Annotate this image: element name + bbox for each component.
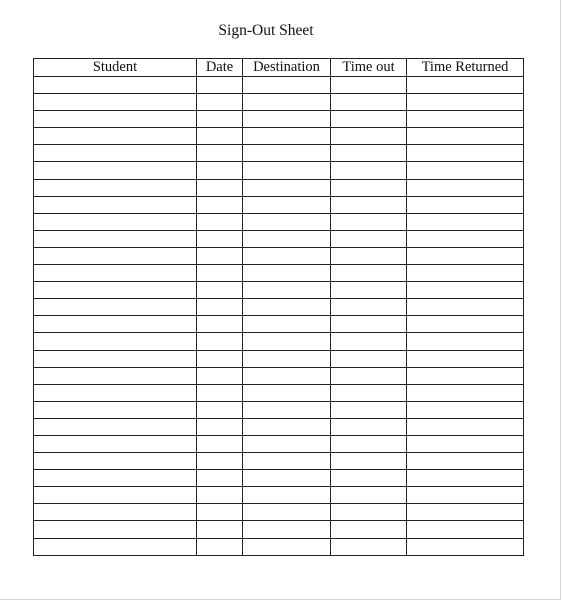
time-returned-cell[interactable]: [407, 316, 524, 333]
table-row: [34, 487, 524, 504]
date-cell[interactable]: [197, 179, 243, 196]
time-returned-cell[interactable]: [407, 77, 524, 94]
date-cell[interactable]: [197, 504, 243, 521]
time-out-cell[interactable]: [331, 179, 407, 196]
time-out-cell[interactable]: [331, 282, 407, 299]
time-out-cell[interactable]: [331, 162, 407, 179]
student-cell[interactable]: [34, 538, 197, 555]
student-cell[interactable]: [34, 265, 197, 282]
destination-cell[interactable]: [243, 94, 331, 111]
table-row: [34, 384, 524, 401]
student-cell[interactable]: [34, 77, 197, 94]
time-returned-cell[interactable]: [407, 230, 524, 247]
destination-cell[interactable]: [243, 418, 331, 435]
date-cell[interactable]: [197, 196, 243, 213]
time-returned-cell[interactable]: [407, 179, 524, 196]
date-cell[interactable]: [197, 350, 243, 367]
table-row: [34, 145, 524, 162]
destination-cell[interactable]: [243, 247, 331, 264]
time-returned-cell[interactable]: [407, 265, 524, 282]
time-out-cell[interactable]: [331, 333, 407, 350]
column-header-time-returned: Time Returned: [407, 59, 524, 77]
table-row: [34, 162, 524, 179]
time-out-cell[interactable]: [331, 145, 407, 162]
table-row: [34, 299, 524, 316]
destination-cell[interactable]: [243, 111, 331, 128]
time-out-cell[interactable]: [331, 94, 407, 111]
destination-cell[interactable]: [243, 435, 331, 452]
table-row: [34, 333, 524, 350]
table-row: [34, 247, 524, 264]
time-returned-cell[interactable]: [407, 367, 524, 384]
time-returned-cell[interactable]: [407, 401, 524, 418]
destination-cell[interactable]: [243, 367, 331, 384]
column-header-destination: Destination: [243, 59, 331, 77]
time-returned-cell[interactable]: [407, 538, 524, 555]
date-cell[interactable]: [197, 435, 243, 452]
time-out-cell[interactable]: [331, 213, 407, 230]
time-out-cell[interactable]: [331, 504, 407, 521]
time-returned-cell[interactable]: [407, 213, 524, 230]
time-returned-cell[interactable]: [407, 111, 524, 128]
date-cell[interactable]: [197, 299, 243, 316]
destination-cell[interactable]: [243, 333, 331, 350]
student-cell[interactable]: [34, 145, 197, 162]
student-cell[interactable]: [34, 504, 197, 521]
table-row: [34, 521, 524, 538]
table-row: [34, 265, 524, 282]
table-row: [34, 282, 524, 299]
date-cell[interactable]: [197, 282, 243, 299]
date-cell[interactable]: [197, 230, 243, 247]
student-cell[interactable]: [34, 521, 197, 538]
time-returned-cell[interactable]: [407, 145, 524, 162]
date-cell[interactable]: [197, 145, 243, 162]
table-row: [34, 230, 524, 247]
time-out-cell[interactable]: [331, 435, 407, 452]
student-cell[interactable]: [34, 453, 197, 470]
student-cell[interactable]: [34, 487, 197, 504]
destination-cell[interactable]: [243, 299, 331, 316]
sheet-title: Sign-Out Sheet: [218, 22, 314, 39]
time-out-cell[interactable]: [331, 316, 407, 333]
time-returned-cell[interactable]: [407, 418, 524, 435]
destination-cell[interactable]: [243, 282, 331, 299]
table-row: [34, 538, 524, 555]
time-returned-cell[interactable]: [407, 196, 524, 213]
time-out-cell[interactable]: [331, 196, 407, 213]
time-returned-cell[interactable]: [407, 247, 524, 264]
time-out-cell[interactable]: [331, 265, 407, 282]
student-cell[interactable]: [34, 94, 197, 111]
table-row: [34, 213, 524, 230]
signout-table: [33, 58, 524, 556]
destination-cell[interactable]: [243, 128, 331, 145]
time-out-cell[interactable]: [331, 111, 407, 128]
student-cell[interactable]: [34, 418, 197, 435]
time-out-cell[interactable]: [331, 367, 407, 384]
time-out-cell[interactable]: [331, 247, 407, 264]
date-cell[interactable]: [197, 316, 243, 333]
time-out-cell[interactable]: [331, 401, 407, 418]
destination-cell[interactable]: [243, 350, 331, 367]
time-out-cell[interactable]: [331, 521, 407, 538]
column-header-student: Student: [34, 59, 197, 77]
date-cell[interactable]: [197, 213, 243, 230]
table-row: [34, 196, 524, 213]
time-out-cell[interactable]: [331, 384, 407, 401]
time-returned-cell[interactable]: [407, 384, 524, 401]
date-cell[interactable]: [197, 111, 243, 128]
student-cell[interactable]: [34, 350, 197, 367]
date-cell[interactable]: [197, 333, 243, 350]
table-row: [34, 94, 524, 111]
date-cell[interactable]: [197, 384, 243, 401]
table-row: [34, 435, 524, 452]
student-cell[interactable]: [34, 384, 197, 401]
destination-cell[interactable]: [243, 401, 331, 418]
time-out-cell[interactable]: [331, 418, 407, 435]
date-cell[interactable]: [197, 247, 243, 264]
destination-cell[interactable]: [243, 145, 331, 162]
student-cell[interactable]: [34, 282, 197, 299]
destination-cell[interactable]: [243, 453, 331, 470]
date-cell[interactable]: [197, 453, 243, 470]
time-out-cell[interactable]: [331, 230, 407, 247]
time-returned-cell[interactable]: [407, 453, 524, 470]
table-row: [34, 504, 524, 521]
column-header-date: Date: [197, 59, 243, 77]
student-cell[interactable]: [34, 230, 197, 247]
student-cell[interactable]: [34, 162, 197, 179]
destination-cell[interactable]: [243, 384, 331, 401]
column-header-time-out: Time out: [331, 59, 407, 77]
time-returned-cell[interactable]: [407, 521, 524, 538]
time-returned-cell[interactable]: [407, 504, 524, 521]
table-row: [34, 128, 524, 145]
signout-table-body: [34, 77, 524, 556]
date-cell[interactable]: [197, 367, 243, 384]
time-returned-cell[interactable]: [407, 128, 524, 145]
destination-cell[interactable]: [243, 316, 331, 333]
student-cell[interactable]: [34, 128, 197, 145]
destination-cell[interactable]: [243, 213, 331, 230]
student-cell[interactable]: [34, 435, 197, 452]
destination-cell[interactable]: [243, 487, 331, 504]
destination-cell[interactable]: [243, 470, 331, 487]
time-returned-cell[interactable]: [407, 435, 524, 452]
student-cell[interactable]: [34, 299, 197, 316]
destination-cell[interactable]: [243, 230, 331, 247]
time-returned-cell[interactable]: [407, 333, 524, 350]
table-row: [34, 316, 524, 333]
date-cell[interactable]: [197, 77, 243, 94]
destination-cell[interactable]: [243, 196, 331, 213]
table-row: [34, 367, 524, 384]
destination-cell[interactable]: [243, 538, 331, 555]
destination-cell[interactable]: [243, 265, 331, 282]
table-row: [34, 453, 524, 470]
date-cell[interactable]: [197, 94, 243, 111]
time-returned-cell[interactable]: [407, 162, 524, 179]
time-returned-cell[interactable]: [407, 350, 524, 367]
table-row: [34, 111, 524, 128]
time-out-cell[interactable]: [331, 487, 407, 504]
time-returned-cell[interactable]: [407, 487, 524, 504]
student-cell[interactable]: [34, 196, 197, 213]
table-row: [34, 179, 524, 196]
table-row: [34, 418, 524, 435]
time-out-cell[interactable]: [331, 453, 407, 470]
student-cell[interactable]: [34, 247, 197, 264]
time-returned-cell[interactable]: [407, 94, 524, 111]
student-cell[interactable]: [34, 401, 197, 418]
destination-cell[interactable]: [243, 162, 331, 179]
time-out-cell[interactable]: [331, 538, 407, 555]
time-out-cell[interactable]: [331, 350, 407, 367]
date-cell[interactable]: [197, 418, 243, 435]
table-row: [34, 350, 524, 367]
student-cell[interactable]: [34, 213, 197, 230]
date-cell[interactable]: [197, 401, 243, 418]
student-cell[interactable]: [34, 333, 197, 350]
date-cell[interactable]: [197, 128, 243, 145]
table-row: [34, 401, 524, 418]
date-cell[interactable]: [197, 538, 243, 555]
student-cell[interactable]: [34, 367, 197, 384]
date-cell[interactable]: [197, 470, 243, 487]
destination-cell[interactable]: [243, 77, 331, 94]
table-row: [34, 77, 524, 94]
time-returned-cell[interactable]: [407, 299, 524, 316]
student-cell[interactable]: [34, 111, 197, 128]
header-row: [34, 59, 524, 77]
time-returned-cell[interactable]: [407, 282, 524, 299]
time-out-cell[interactable]: [331, 77, 407, 94]
date-cell[interactable]: [197, 162, 243, 179]
time-out-cell[interactable]: [331, 470, 407, 487]
student-cell[interactable]: [34, 316, 197, 333]
student-cell[interactable]: [34, 470, 197, 487]
destination-cell[interactable]: [243, 521, 331, 538]
destination-cell[interactable]: [243, 504, 331, 521]
student-cell[interactable]: [34, 179, 197, 196]
destination-cell[interactable]: [243, 179, 331, 196]
date-cell[interactable]: [197, 521, 243, 538]
date-cell[interactable]: [197, 487, 243, 504]
table-row: [34, 470, 524, 487]
time-returned-cell[interactable]: [407, 470, 524, 487]
time-out-cell[interactable]: [331, 128, 407, 145]
date-cell[interactable]: [197, 265, 243, 282]
time-out-cell[interactable]: [331, 299, 407, 316]
